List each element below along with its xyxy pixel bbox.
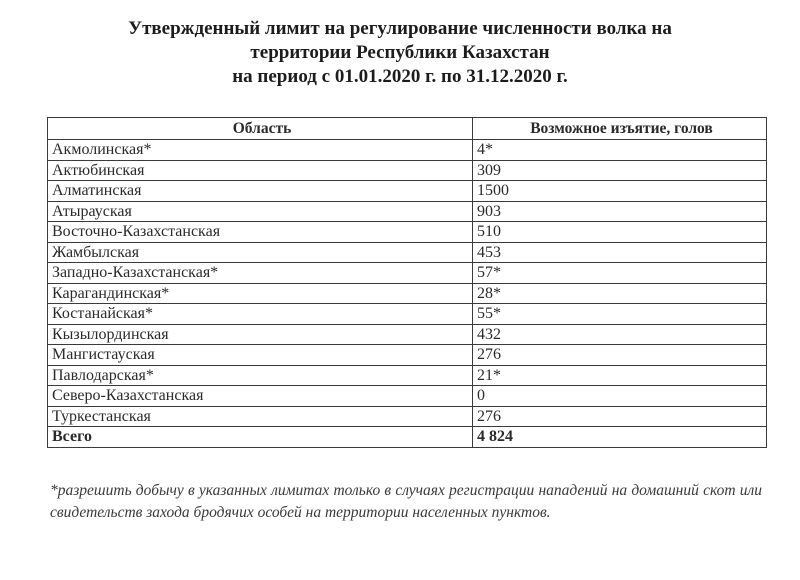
table-row bbox=[48, 201, 767, 222]
region-cell: Павлодарская* bbox=[48, 365, 473, 386]
table-row bbox=[48, 324, 767, 345]
region-cell: Актюбинская bbox=[48, 160, 473, 181]
value-cell: 903 bbox=[473, 201, 767, 222]
table-row bbox=[48, 345, 767, 366]
region-cell: Северо-Казахстанская bbox=[48, 386, 473, 407]
table-row bbox=[48, 304, 767, 325]
region-cell: Восточно-Казахстанская bbox=[48, 222, 473, 243]
table-row bbox=[48, 160, 767, 181]
value-cell: 309 bbox=[473, 160, 767, 181]
header-region: Область bbox=[48, 118, 473, 140]
table-row bbox=[48, 263, 767, 284]
table-row bbox=[48, 406, 767, 427]
title-line-1: Утвержденный лимит на регулирование численности волка на bbox=[128, 18, 672, 39]
region-cell: Западно-Казахстанская* bbox=[48, 263, 473, 284]
value-cell: 28* bbox=[473, 283, 767, 304]
footnote: *разрешить добычу в указанных лимитах только в случаях регистрации нападений на домашний скот или свидетельств захода бродячих особей на территории населенных пунктов. bbox=[50, 482, 762, 521]
total-label: Всего bbox=[48, 427, 473, 448]
region-cell: Акмолинская* bbox=[48, 140, 473, 161]
table-header-row bbox=[48, 118, 767, 140]
table-row bbox=[48, 140, 767, 161]
value-cell: 432 bbox=[473, 324, 767, 345]
value-cell: 57* bbox=[473, 263, 767, 284]
table-row bbox=[48, 365, 767, 386]
region-cell: Туркестанская bbox=[48, 406, 473, 427]
value-cell: 453 bbox=[473, 242, 767, 263]
table-row bbox=[48, 283, 767, 304]
value-cell: 21* bbox=[473, 365, 767, 386]
region-cell: Карагандинская* bbox=[48, 283, 473, 304]
region-cell: Костанайская* bbox=[48, 304, 473, 325]
value-cell: 276 bbox=[473, 345, 767, 366]
region-cell: Алматинская bbox=[48, 181, 473, 202]
region-cell: Мангистауская bbox=[48, 345, 473, 366]
total-value: 4 824 bbox=[473, 427, 767, 448]
value-cell: 55* bbox=[473, 304, 767, 325]
title-line-2: территории Республики Казахстан bbox=[250, 42, 550, 63]
table-row bbox=[48, 181, 767, 202]
value-cell: 510 bbox=[473, 222, 767, 243]
value-cell: 4* bbox=[473, 140, 767, 161]
table-row bbox=[48, 386, 767, 407]
value-cell: 1500 bbox=[473, 181, 767, 202]
region-cell: Атырауская bbox=[48, 201, 473, 222]
table-row bbox=[48, 242, 767, 263]
title-line-3: на период с 01.01.2020 г. по 31.12.2020 г. bbox=[232, 66, 568, 87]
region-cell: Кызылординская bbox=[48, 324, 473, 345]
header-value: Возможное изъятие, голов bbox=[473, 118, 767, 140]
region-cell: Жамбылская bbox=[48, 242, 473, 263]
document-title bbox=[0, 17, 800, 89]
wolf-limit-table bbox=[47, 117, 767, 448]
value-cell: 276 bbox=[473, 406, 767, 427]
value-cell: 0 bbox=[473, 386, 767, 407]
table-row bbox=[48, 222, 767, 243]
total-row bbox=[48, 427, 767, 448]
